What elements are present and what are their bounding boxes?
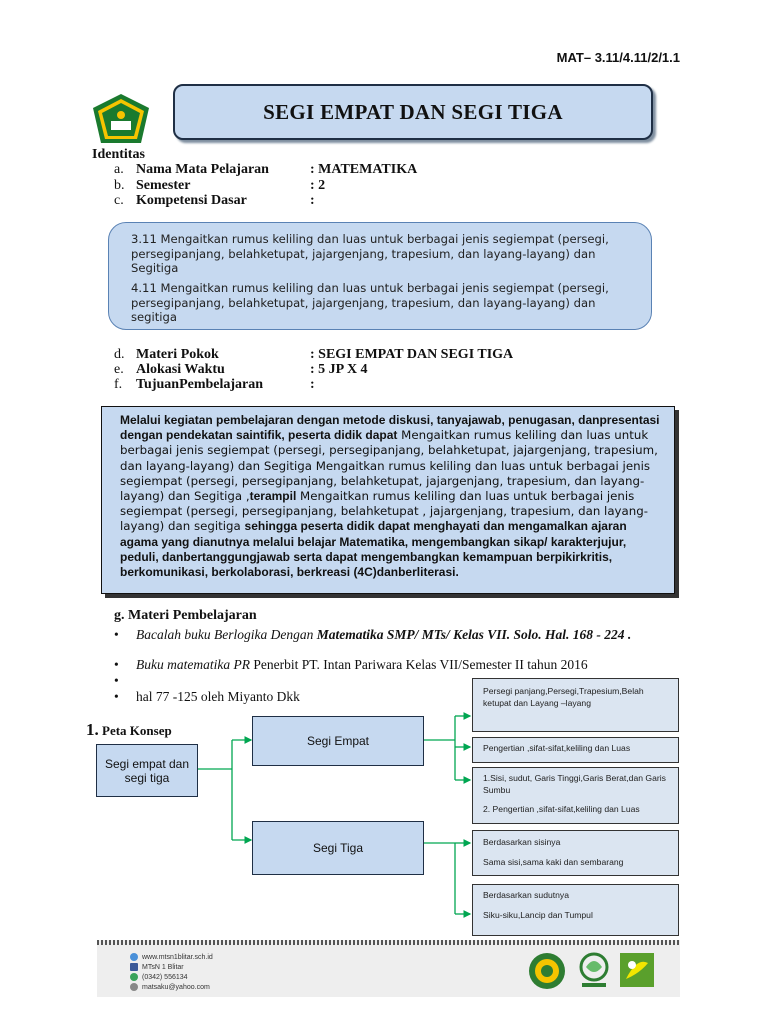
materi-heading: g. Materi Pembelajaran bbox=[114, 608, 257, 623]
row-label: Materi Pokok bbox=[136, 347, 219, 362]
globe-icon bbox=[130, 953, 138, 961]
list-item: • Buku matematika PR Penerbit PT. Intan Pariwara Kelas VII/Semester II tahun 2016 bbox=[114, 657, 588, 672]
leaf-text: Berdasarkan sudutnya bbox=[483, 890, 569, 900]
row-key: f. bbox=[114, 377, 123, 392]
footer-text: matsaku@yahoo.com bbox=[142, 983, 210, 991]
footer-facebook[interactable] bbox=[130, 963, 184, 971]
footer-website[interactable] bbox=[130, 953, 213, 961]
row-label: Nama Mata Pelajaran bbox=[136, 162, 269, 177]
row-key: c. bbox=[114, 193, 124, 208]
row-label: Alokasi Waktu bbox=[136, 362, 225, 377]
node-label: Segi Tiga bbox=[312, 841, 364, 855]
leaf-text: Sama sisi,sama kaki dan sembarang bbox=[483, 857, 624, 867]
row-label: TujuanPembelajaran bbox=[136, 377, 264, 392]
node-label: Segi empat dan segi tiga bbox=[104, 756, 190, 785]
kd-3-11: 3.11 Mengaitkan rumus keliling dan luas untuk berbagai jenis segiempat (persegi, persegipanjang, belahketupat, jajargenjang, trapesium, dan layang-layang) dan Segitiga bbox=[131, 232, 609, 275]
row-value: : SEGI EMPAT DAN SEGI TIGA bbox=[310, 347, 514, 362]
materi-text-bold: Matematika SMP/ MTs/ Kelas VII. Solo. Hal. 168 - 224 . bbox=[316, 627, 632, 642]
concept-leaf bbox=[472, 737, 679, 763]
leaf-text: Persegi panjang,Persegi,Trapesium,Belah ketupat dan Layang –layang bbox=[483, 686, 644, 708]
node-label: Segi Empat bbox=[306, 734, 370, 748]
footer-text: MTsN 1 Blitar bbox=[142, 963, 184, 971]
concept-leaf bbox=[472, 767, 679, 824]
materi-text: Buku matematika PR bbox=[136, 657, 250, 672]
list-item: • Bacalah buku Berlogika Dengan Matematika SMP/ MTs/ Kelas VII. Solo. Hal. 168 - 224 . bbox=[114, 627, 632, 642]
list-item: • bbox=[114, 673, 119, 688]
peta-label: Peta Konsep bbox=[102, 723, 172, 738]
row-value: : bbox=[310, 193, 315, 208]
leaf-text: Pengertian ,sifat-sifat,keliling dan Luas bbox=[483, 743, 631, 753]
footer-text: (0342) 556134 bbox=[142, 973, 188, 981]
row-key: b. bbox=[114, 178, 125, 193]
row-key: e. bbox=[114, 362, 124, 377]
row-key: d. bbox=[114, 347, 125, 362]
leaf-text: 2. Pengertian ,sifat-sifat,keliling dan Luas bbox=[483, 804, 640, 814]
adiwiyata-logo bbox=[576, 951, 612, 991]
row-label: Semester bbox=[136, 178, 191, 193]
tujuan-part: terampil bbox=[249, 489, 297, 504]
mail-icon bbox=[130, 983, 138, 991]
row-value: : bbox=[310, 377, 315, 392]
facebook-icon bbox=[130, 963, 138, 971]
document-code: MAT– 3.11/4.11/2/1.1 bbox=[556, 50, 680, 65]
identitas-heading: Identitas bbox=[92, 147, 145, 162]
peta-number: 1. bbox=[86, 720, 99, 739]
leaf-text: Siku-siku,Lancip dan Tumpul bbox=[483, 910, 593, 920]
row-key: a. bbox=[114, 162, 124, 177]
concept-node-segi-tiga bbox=[252, 821, 424, 875]
materi-text: Penerbit PT. Intan Pariwara Kelas VII/Semester II tahun 2016 bbox=[249, 657, 588, 672]
concept-leaf bbox=[472, 884, 679, 936]
tujuan-part: Mengaitkan rumus keliling dan luas untuk berbagai jenis segiempat (persegi, persegipanjang, belahketupat , jajargenjang, trapesium, dan layang-layang) dan segitiga bbox=[120, 489, 648, 534]
materi-text: hal 77 -125 oleh Miyanto Dkk bbox=[136, 689, 300, 704]
tujuan-part: Melalui kegiatan pembelajaran dengan metode diskusi, tanyajawab, penugasan, danpresentasi dengan pendekatan saintifik, peserta didik dapat bbox=[120, 413, 660, 443]
concept-root-node bbox=[96, 744, 198, 797]
footer-text: www.mtsn1blitar.sch.id bbox=[142, 953, 213, 961]
leaf-text: 1.Sisi, sudut, Garis Tinggi,Garis Berat,dan Garis Sumbu bbox=[483, 773, 666, 795]
concept-node-segi-empat bbox=[252, 716, 424, 766]
row-value: : 2 bbox=[310, 178, 326, 193]
kd-4-11: 4.11 Mengaitkan rumus keliling dan luas untuk berbagai jenis segiempat (persegi, persegipanjang, belahketupat, jajargenjang, trapesium, dan layang-layang) dan segitiga bbox=[131, 281, 609, 324]
footer-email[interactable] bbox=[130, 983, 210, 991]
page-title: SEGI EMPAT DAN SEGI TIGA bbox=[263, 99, 563, 124]
school-seal-logo bbox=[527, 951, 567, 991]
concept-leaf bbox=[472, 678, 679, 732]
row-value: : MATEMATIKA bbox=[310, 162, 418, 177]
list-item: • hal 77 -125 oleh Miyanto Dkk bbox=[114, 689, 300, 704]
phone-icon bbox=[130, 973, 138, 981]
row-value: : 5 JP X 4 bbox=[310, 362, 368, 377]
concept-leaf bbox=[472, 830, 679, 876]
tujuan-part: Mengaitkan rumus keliling dan luas untuk berbagai jenis segiempat (persegi, persegipanjang, belahketupat, jajargenjang, trapesium, dan layang-layang) dan Segitiga Mengaitkan rumus keliling dan luas untuk berbagai jenis segiempat (persegi, persegipanjang, belahketupat, jajargenjang, trapesium, dan layang-layang) dan Segitiga , bbox=[120, 428, 658, 504]
footer-phone bbox=[130, 973, 188, 981]
green-school-logo bbox=[620, 953, 654, 987]
row-label: Kompetensi Dasar bbox=[136, 193, 247, 208]
materi-text: Bacalah buku Berlogika Dengan bbox=[136, 627, 317, 642]
leaf-text: Berdasarkan sisinya bbox=[483, 837, 561, 847]
tujuan-part: sehingga peserta didik dapat menghayati dan mengamalkan ajaran agama yang dianutnya melalui belajar Matematika, mengembangkan sikap/ karakterjujur, peduli, danbertanggungjawab serta dapat mengembangkan kemampuan berpikirkritis, berkomunikasi, berkolaborasi, berkreasi (4C)danberliterasi. bbox=[120, 519, 627, 580]
